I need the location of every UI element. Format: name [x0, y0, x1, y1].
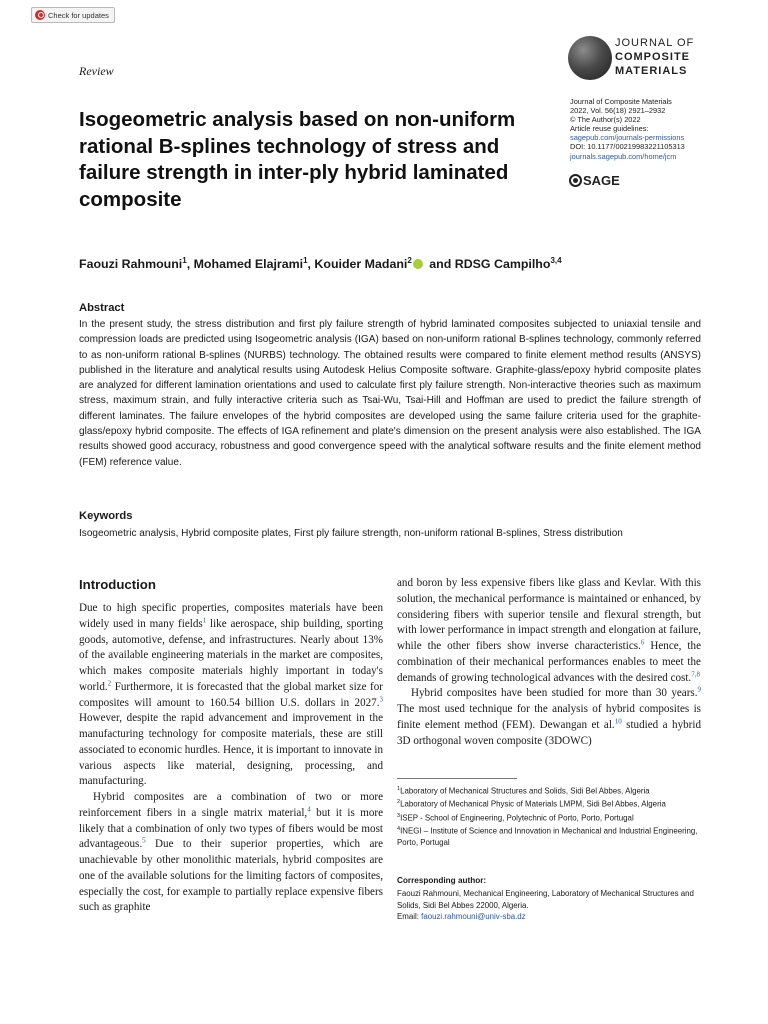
author-affil-ref: 2: [407, 256, 412, 265]
email-line: [397, 911, 707, 923]
keywords-text: Isogeometric analysis, Hybrid composite plates, First ply failure strength, non-uniform rational B-splines, Stress distribution: [79, 528, 623, 539]
citation-ref[interactable]: 10: [614, 717, 622, 726]
corresponding-author-heading: Corresponding author:: [397, 876, 487, 885]
permissions-link[interactable]: sagepub.com/journals-permissions: [570, 133, 685, 143]
citation-ref[interactable]: 5: [142, 836, 146, 845]
citation-ref[interactable]: 6: [640, 638, 645, 647]
body-column-right: [397, 576, 701, 749]
body-column-left: [79, 601, 383, 916]
text-run: Hence, the combination of their mechanical performances enables to meet the demands of growing technological advances with the desired cost.: [397, 640, 701, 684]
citation-ref[interactable]: 1: [202, 616, 207, 625]
introduction-heading: Introduction: [79, 577, 156, 592]
author-name: Faouzi Rahmouni: [79, 257, 183, 272]
citation-ref[interactable]: 2: [107, 679, 112, 688]
affiliation-text: Laboratory of Mechanical Structures and Solids, Sidi Bel Abbes, Algeria: [400, 786, 650, 796]
affiliation-item: [397, 811, 707, 824]
author-name: , Mohamed Elajrami: [186, 257, 304, 272]
journal-name: Journal of Composite Materials: [570, 97, 672, 106]
author-affil-ref: 1: [182, 256, 187, 265]
sage-logo: [569, 173, 620, 188]
text-run: Furthermore, it is forecasted that the global market size for composites will amount to 160.54 billion U.S. dollars in 2027.: [79, 680, 383, 709]
journal-home-link[interactable]: journals.sagepub.com/home/jcm: [570, 151, 677, 161]
footnote-divider: [397, 778, 517, 779]
volume-pages: 2022, Vol. 56(18) 2921–2932: [570, 106, 666, 116]
text-run: and boron by less expensive fibers like glass and Kevlar. With this solution, the mechanical performance is maintained or enhanced, by considering fibers with superior tensile and flexural strength, but with lower performance in impact strength and elongation at failure, while the other fibers show inverse characteristics.: [397, 577, 701, 652]
sage-wordmark: SAGE: [583, 173, 620, 188]
citation-ref[interactable]: 9: [697, 685, 701, 694]
update-icon: [35, 10, 45, 20]
journal-sphere-icon: [568, 36, 612, 80]
affiliation-item: [397, 797, 707, 810]
text-run: Hybrid composites are a combination of two or more reinforcement fibers in a single matrix material,: [79, 791, 383, 819]
author-name: and RDSG Campilho: [429, 257, 551, 272]
affiliation-item: [397, 824, 707, 849]
journal-logo-line1: JOURNAL OF: [615, 37, 695, 49]
affiliation-number: 3: [397, 812, 401, 819]
copyright: © The Author(s) 2022: [570, 115, 641, 125]
reuse-label: Article reuse guidelines:: [570, 124, 649, 134]
text-run: like aerospace, ship building, sporting goods, automotive, defense, and infrastructures. Nearly about 13% of the available engineering materials in the market are composites, which makes composite materials highly important in today's world.: [79, 617, 383, 693]
keywords-heading: Keywords: [79, 510, 133, 522]
text-run: However, despite the rapid advancement and improvement in the manufacturing technology for composite materials, these are still associated to economic hurdles. Hence, it is important to innovate in various aspects like material, designing, processing, and manufacturing.: [79, 712, 383, 788]
journal-logo-line3: MATERIALS: [615, 65, 688, 77]
citation-ref[interactable]: 7,8: [691, 669, 700, 678]
doi: DOI: 10.1177/00219983221105313: [570, 142, 685, 152]
text-run: Hybrid composites have been studied for more than 30 years.: [411, 687, 698, 700]
citation-ref[interactable]: 4: [307, 805, 311, 814]
corresponding-author-address: Faouzi Rahmouni, Mechanical Engineering, Laboratory of Mechanical Structures and Solids, Sidi Bel Abbes 22000, Algeria.: [397, 889, 694, 910]
text-run: Due to their superior properties, which are unachievable by other monolithic materials, hybrid composites are one of the available solutions for the limiting factors of composites, especially the cost, for example to partially replace expensive fibers such as graphite: [79, 838, 383, 914]
check-for-updates-button[interactable]: [31, 7, 115, 23]
author-list: [79, 256, 719, 271]
email-label: Email:: [397, 912, 422, 922]
paragraph: [397, 576, 701, 686]
text-run: The most used technique for the analysis of hybrid composites is finite element method (FEM). Dewangan et al.: [397, 703, 701, 731]
journal-logo: [568, 33, 708, 83]
author-affil-ref: 3,4: [550, 256, 562, 265]
affiliation-number: 4: [397, 825, 401, 832]
affiliation-item: [397, 784, 707, 797]
author-name: , Kouider Madani: [307, 257, 408, 272]
affiliation-number: 2: [397, 799, 401, 806]
citation-ref[interactable]: 3: [379, 694, 383, 703]
author-affil-ref: 1: [303, 256, 308, 265]
abstract-heading: Abstract: [79, 302, 125, 314]
affiliation-number: 1: [397, 786, 401, 792]
email-link[interactable]: faouzi.rahmouni@univ-sba.dz: [421, 912, 526, 922]
paragraph: [79, 601, 383, 790]
corresponding-author-details: [397, 888, 707, 923]
orcid-icon[interactable]: [413, 259, 423, 269]
sage-icon: [569, 174, 582, 187]
affiliation-text: ISEP - School of Engineering, Polytechnic of Porto, Porto, Portugal: [400, 813, 634, 823]
affiliation-text: INEGI – Institute of Science and Innovation in Mechanical and Industrial Engineering, Porto, Portugal: [397, 826, 698, 848]
paragraph: [79, 790, 383, 916]
article-metadata: [570, 97, 720, 161]
paragraph: [397, 686, 701, 749]
journal-logo-line2: COMPOSITE: [615, 51, 691, 63]
text-run: but it is more likely that a combination of only two types of fibers would be most advantageous.: [79, 806, 383, 851]
article-title: Isogeometric analysis based on non-uniform rational B-splines technology of stress and failure strength in inter-ply hybrid laminated composite: [79, 108, 516, 211]
abstract-text: In the present study, the stress distribution and first ply failure strength of hybrid laminated composites subjected to uniaxial tensile and compression loads are predicted using Isogeometric analysis (IGA) based on non-uniform rational B-splines technology, commonly referred to as non-uniform rational B-splines (NURBS) technology. The obtained results were compared to finite element method results (ANSYS) published in the literature and analytical results using Autodesk Helius Composite software. Graphite-glass/epoxy hybrid composite plates are analyzed for different lamination orientations and used to calculate first ply failure strength. Non-interactive theories such as maximum stress, maximum strain, and fully interactive criteria such as Tsai-Wu, Tsai-Hill and Hoffman are used to predict the failure strength of different laminates. The failure envelopes of the hybrid composites are developed using the same failure criteria used for the graphite-glass/epoxy hybrid composite. The effects of IGA refinement and plate's dimension on the present analysis were also established. The IGA results showed good accuracy, robustness and good convergence speed with the analytical software results and the finite element method (FEM) reference value.: [79, 319, 701, 468]
text-run: studied a hybrid 3D orthogonal woven composite (3DOWC): [397, 718, 701, 747]
affiliation-text: Laboratory of Mechanical Physic of Materials LMPM, Sidi Bel Abbes, Algeria: [400, 799, 666, 809]
check-for-updates-label: Check for updates: [48, 10, 109, 20]
article-type: Review: [79, 64, 114, 78]
text-run: Due to high specific properties, composites materials have been widely used in many fields: [79, 602, 383, 630]
affiliations: [397, 784, 707, 849]
